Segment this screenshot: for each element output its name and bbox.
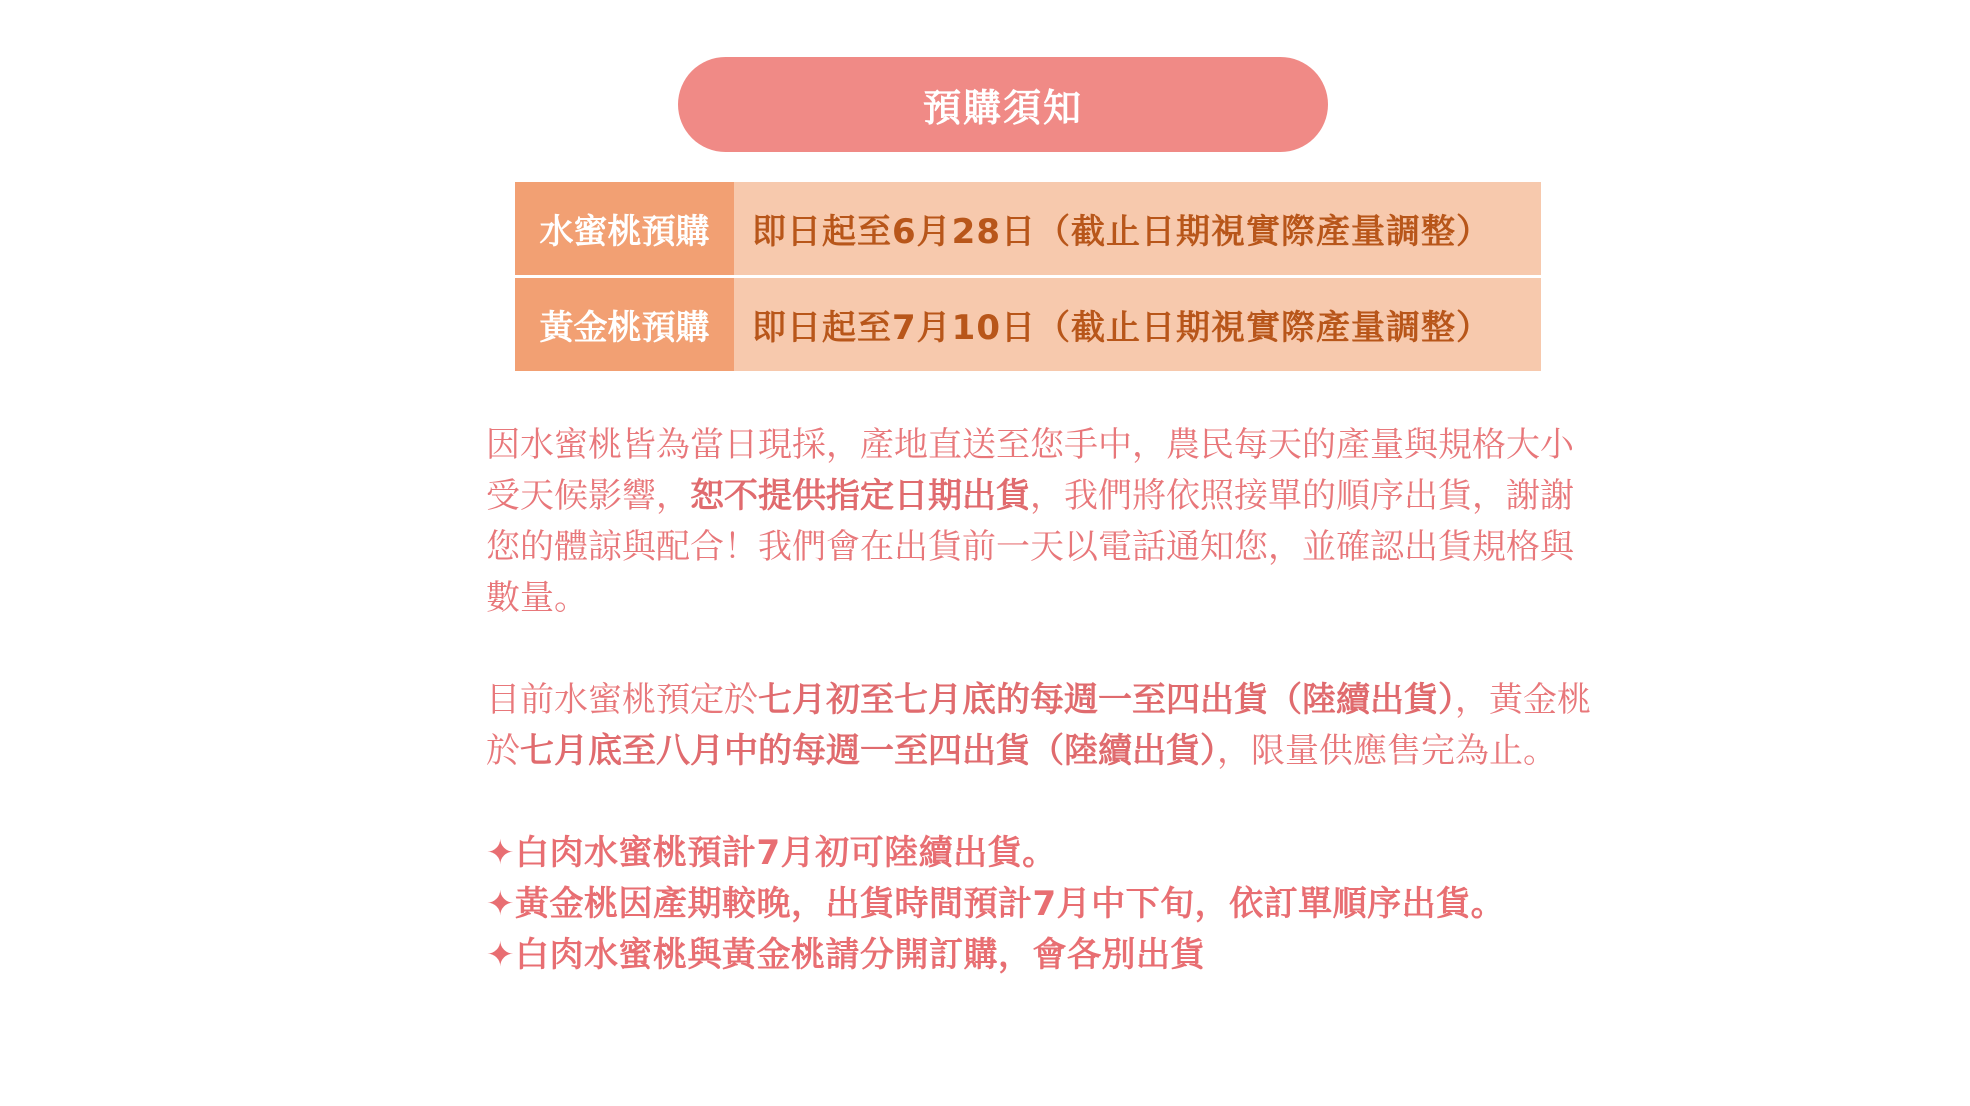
- notice-emphasis: 七月初至七月底的每週一至四出貨（陸續出貨）: [758, 680, 1455, 720]
- star-icon: ✦: [486, 833, 515, 873]
- notice-emphasis: 七月底至八月中的每週一至四出貨（陸續出貨）: [520, 731, 1217, 771]
- shipping-notice-paragraph: [486, 420, 1606, 624]
- list-item: [486, 828, 1606, 879]
- shipping-schedule-paragraph: [486, 675, 1606, 777]
- schedule-label: 黃金桃預購: [515, 277, 734, 372]
- table-row: [515, 182, 1541, 277]
- preorder-schedule-table: [515, 182, 1541, 371]
- notice-text: ，限量供應售完為止。: [1217, 731, 1557, 771]
- star-icon: ✦: [486, 935, 515, 975]
- schedule-value: 即日起至7月10日（截止日期視實際產量調整）: [734, 277, 1541, 372]
- page-title: 預購須知: [922, 86, 1083, 130]
- bullet-list: [486, 828, 1606, 981]
- notice-text: ，黃金桃於: [486, 680, 1591, 771]
- schedule-value: 即日起至6月28日（截止日期視實際產量調整）: [734, 182, 1541, 277]
- list-item-text: 白肉水蜜桃預計7月初可陸續出貨。: [515, 833, 1057, 873]
- notice-text: 目前水蜜桃預定於: [486, 680, 758, 720]
- notice-text: ，我們將依照接單的順序出貨，謝謝您的體諒與配合！我們會在出貨前一天以電話通知您，並確認出貨規格與數量。: [486, 476, 1574, 618]
- star-icon: ✦: [486, 884, 515, 924]
- notice-body: [486, 420, 1606, 981]
- list-item-text: 黃金桃因產期較晚，出貨時間預計7月中下旬，依訂單順序出貨。: [515, 884, 1506, 924]
- list-item: [486, 879, 1606, 930]
- notice-text: 因水蜜桃皆為當日現採，產地直送至您手中，農民每天的產量與規格大小受天候影響，: [486, 425, 1574, 516]
- schedule-label: 水蜜桃預購: [515, 182, 734, 277]
- notice-title-banner: [678, 57, 1328, 152]
- notice-emphasis: 恕不提供指定日期出貨: [690, 476, 1030, 516]
- table-row: [515, 277, 1541, 372]
- list-item-text: 白肉水蜜桃與黃金桃請分開訂購，會各別出貨: [515, 935, 1205, 975]
- list-item: [486, 930, 1606, 981]
